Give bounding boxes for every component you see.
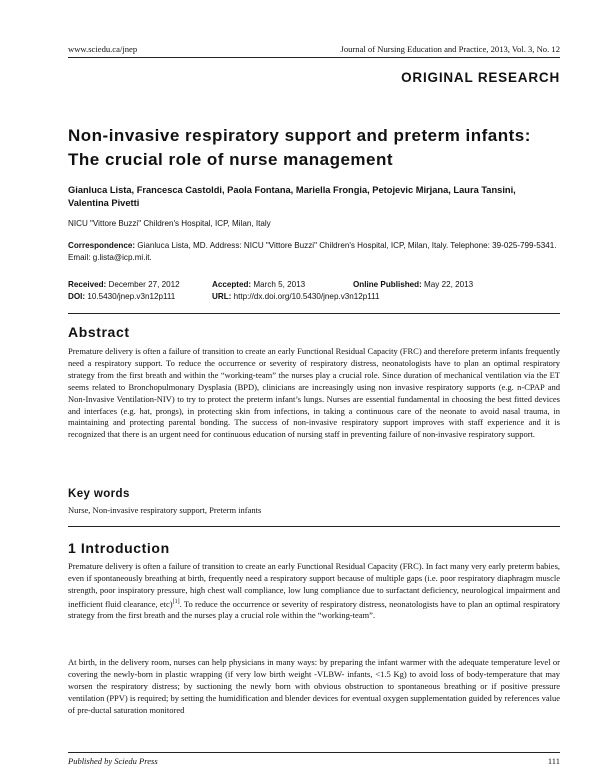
received-date	[68, 279, 180, 291]
publisher: Published by Sciedu Press	[68, 756, 158, 766]
introduction-paragraph-2: At birth, in the delivery room, nurses can help physicians in many ways: by preparing the infant warmer with the adequate temperature level or covering the newly-born in plastic wrapping (if very low birth weight -VLBW- infants, <1.5 Kg) to avoid loss of body-temperature that may worsen the respiratory distress; by suctioning the newly born with obvious obstruction to spontaneous breathing or if positive pressure ventilation (PPV) is required; by setting the humidification and blender devices for eventual oxygen supplementation guided by references value of pre-ductal saturation monitored	[68, 657, 560, 715]
page-footer	[68, 756, 560, 766]
page-number: 111	[547, 756, 560, 766]
correspondence-text: Gianluca Lista, MD. Address: NICU "Vittore Buzzi" Children's Hospital, ICP, Milan, Italy. Telephone: 39-025-799-5341. Email: g.lista@icp.mi.it.	[68, 241, 557, 262]
url	[212, 291, 380, 303]
journal-url[interactable]: www.sciedu.ca/jnep	[68, 44, 138, 54]
abstract-text: Premature delivery is often a failure of transition to create an early Functional Residual Capacity (FRC) and therefore preterm infants frequently need a respiratory support. To reduce the occurrence or severity of respiratory distress, neonatologists have to plan an optimal respiratory strategy from the first breath and within the “working-team” the nurses play a crucial role. Since duration of mechanical ventilation via the ET seems related to Bronchopulmonary Dysplasia (BPD), clinicians are increasingly using non invasive respiratory supports (e.g. n-CPAP and Non-Invasive Ventilation-NIV) to try to protect the preterm infant’s lungs. Nurses are essential fundamental in choosing the best fitted devices and interfaces (e.g. hat, prongs), in protecting skin from infections, in taking a continuous care of the neonate to avoid nasal trauma, in maintaining and protecting parental bonding. The success of non-invasive respiratory support improves with staff experience and it is recognized that there is an urgent need for continuous education of nursing staff in preventing failure of non-invasive respiratory support.	[68, 346, 560, 440]
article-title: Non-invasive respiratory support and preterm infants: The crucial role of nurse management	[68, 126, 531, 169]
correspondence	[68, 240, 558, 264]
introduction-heading: 1 Introduction	[68, 540, 170, 556]
correspondence-label: Correspondence:	[68, 241, 136, 250]
online-label: Online Published:	[353, 280, 422, 289]
intro-p1-part-b: . To reduce the occurrence or severity of respiratory distress, neonatologists have to plan an optimal respiratory strategy from the first breath and the nurses play a crucial role within the “working-team”.	[68, 598, 560, 621]
author-list: Gianluca Lista, Francesca Castoldi, Paola Fontana, Mariella Frongia, Petojevic Mirjana, Laura Tansini, Valentina Pivetti	[68, 185, 516, 208]
keywords-heading: Key words	[68, 488, 130, 500]
journal-citation: Journal of Nursing Education and Practice, 2013, Vol. 3, No. 12	[340, 44, 560, 54]
footer-rule	[68, 752, 560, 753]
introduction-paragraph-1	[68, 561, 560, 622]
accepted-date	[212, 279, 305, 291]
abstract-heading: Abstract	[68, 324, 130, 340]
doi	[68, 291, 175, 303]
keywords-text: Nurse, Non-invasive respiratory support, Preterm infants	[68, 505, 262, 515]
intro-p1-part-a: Premature delivery is often a failure of transition to create an early Functional Residual Capacity (FRC). In fact many very early preterm babies, even if spontaneously breathing at birth, frequently need a respiratory support because of multiple gaps (i.e. poor respiratory diaphragm muscle strength, poor inspiratory pressure, high chest wall compliance, low lung compliance due to surfactant deficiency, neurological impairment and inefficient fluid clearance, etc)	[68, 561, 560, 609]
online-value: May 22, 2013	[421, 280, 474, 289]
keywords-rule	[68, 526, 560, 527]
section-label: ORIGINAL RESEARCH	[401, 70, 560, 85]
doi-label: DOI:	[68, 292, 86, 301]
citation-ref[interactable]: [1]	[172, 598, 180, 605]
accepted-label: Accepted:	[212, 280, 252, 289]
online-date	[353, 279, 473, 291]
running-header	[68, 44, 560, 54]
received-value: December 27, 2012	[106, 280, 180, 289]
meta-rule	[68, 313, 560, 314]
doi-value[interactable]: 10.5430/jnep.v3n12p111	[85, 292, 176, 301]
url-label: URL:	[212, 292, 232, 301]
header-rule	[68, 57, 560, 58]
received-label: Received:	[68, 280, 107, 289]
url-value[interactable]: http://dx.doi.org/10.5430/jnep.v3n12p111	[231, 292, 380, 301]
affiliation: NICU "Vittore Buzzi" Children's Hospital, ICP, Milan, Italy	[68, 219, 271, 228]
accepted-value: March 5, 2013	[251, 280, 306, 289]
